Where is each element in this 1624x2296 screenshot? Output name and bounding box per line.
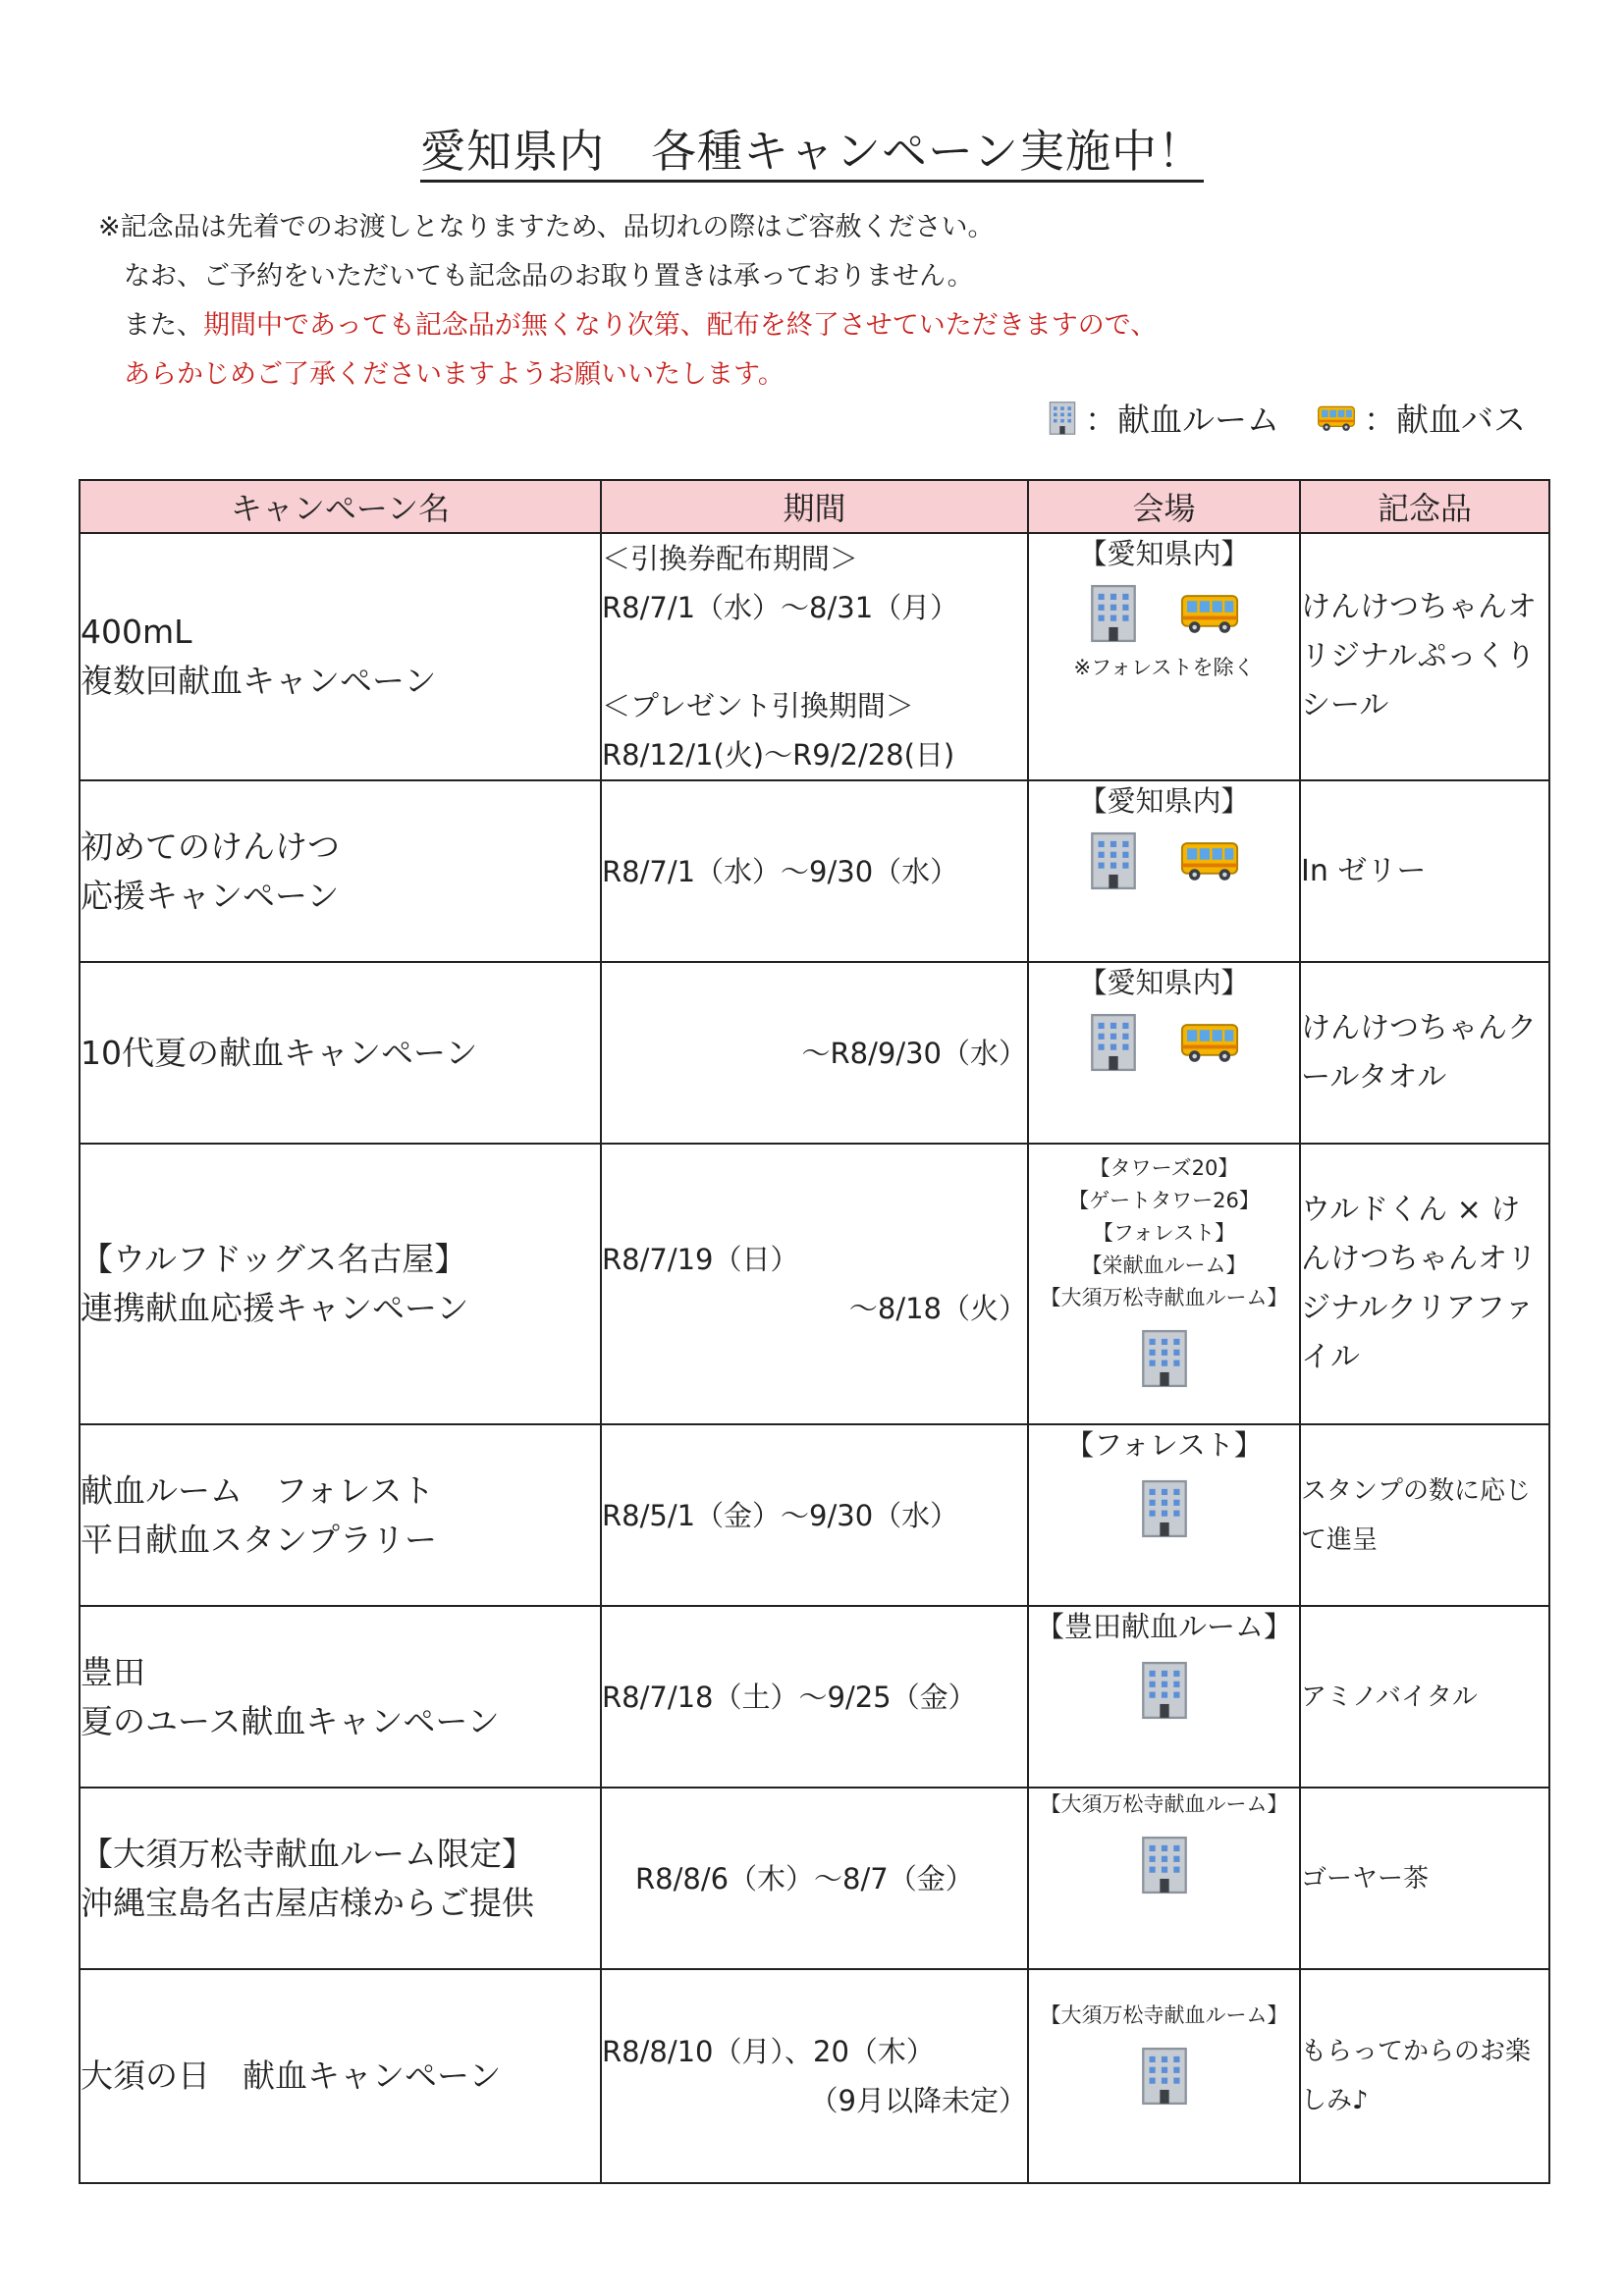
period-line: R8/8/6（木）～8/7（金） xyxy=(635,1861,974,1896)
header-campaign-name: キャンペーン名 xyxy=(80,480,601,533)
bus-icon xyxy=(1179,591,1240,636)
period-spacer xyxy=(602,632,1027,681)
venue-cell xyxy=(1028,1424,1300,1606)
notice-line-2: なお、ご予約をいただいても記念品のお取り置きは承っておりません。 xyxy=(124,261,974,292)
period-heading: ＜引換券配布期間＞ xyxy=(602,542,859,575)
venue-label: 【大須万松寺献血ルーム】 xyxy=(1040,1792,1288,1816)
header-venue: 会場 xyxy=(1028,480,1300,533)
header-period: 期間 xyxy=(601,480,1028,533)
venue-cell xyxy=(1028,1969,1300,2183)
campaign-name-line: 夏のユース献血キャンペーン xyxy=(81,1701,500,1740)
venue-label: 【愛知県内】 xyxy=(1078,966,1250,999)
venue-label: 【ゲートタワー26】 xyxy=(1068,1189,1260,1212)
table-row xyxy=(80,1969,1549,2183)
campaign-name-line: 献血ルーム フォレスト xyxy=(81,1470,435,1510)
legend-room xyxy=(1048,395,1279,441)
table-row xyxy=(80,1606,1549,1788)
venue-icons xyxy=(1029,1821,1299,1901)
campaign-name-cell xyxy=(80,1424,601,1606)
building-icon xyxy=(1048,400,1077,436)
page-title xyxy=(0,116,1624,181)
venue-label: 【愛知県内】 xyxy=(1078,784,1250,818)
venue-icons xyxy=(1029,1646,1299,1727)
campaign-name-line: 沖縄宝島名古屋店様からご提供 xyxy=(81,1883,534,1922)
period-cell xyxy=(601,533,1028,780)
period-cell xyxy=(601,1969,1028,2183)
campaign-name-cell xyxy=(80,1606,601,1788)
notice-block xyxy=(98,203,1157,400)
building-icon xyxy=(1088,583,1139,644)
venue-label: 【タワーズ20】 xyxy=(1089,1156,1239,1180)
building-icon xyxy=(1139,1835,1190,1896)
campaign-name-line: 【ウルフドッグス名古屋】 xyxy=(81,1240,467,1278)
table-row xyxy=(80,780,1549,962)
notice-line-3-prefix: また、 xyxy=(124,310,203,341)
gift-cell: ウルドくん × けんけつちゃんオリジナルクリアファイル xyxy=(1300,1144,1549,1424)
gift-cell: けんけつちゃんオリジナルぷっくりシール xyxy=(1300,533,1549,780)
venue-label: 【大須万松寺献血ルーム】 xyxy=(1040,2003,1288,2027)
building-icon xyxy=(1139,2046,1190,2107)
campaign-name-line: 【大須万松寺献血ルーム限定】 xyxy=(81,1834,534,1873)
table-row xyxy=(80,962,1549,1144)
campaign-name-line: 400mL xyxy=(81,613,192,651)
period-line: R8/7/18（土）～9/25（金） xyxy=(602,1680,977,1714)
venue-icons xyxy=(1029,1314,1299,1395)
venue-label: 【大須万松寺献血ルーム】 xyxy=(1040,1286,1288,1309)
venue-label: 【フォレスト】 xyxy=(1092,1221,1236,1245)
campaign-name-line: 大須の日 献血キャンペーン xyxy=(81,2056,502,2095)
gift-cell: ゴーヤー茶 xyxy=(1300,1788,1549,1969)
campaign-table xyxy=(79,479,1550,2184)
notice-line-4-warning: あらかじめご了承くださいますようお願いいたします。 xyxy=(124,359,785,390)
table-row xyxy=(80,533,1549,780)
period-cell xyxy=(601,962,1028,1144)
header-gift: 記念品 xyxy=(1300,480,1549,533)
building-icon xyxy=(1088,830,1139,891)
period-heading: ＜プレゼント引換期間＞ xyxy=(602,689,914,722)
period-cell xyxy=(601,1788,1028,1969)
campaign-name-line: 平日献血スタンプラリー xyxy=(81,1520,437,1559)
period-line: R8/8/10（月）、20（木） xyxy=(602,2035,935,2068)
venue-cell xyxy=(1028,1788,1300,1969)
venue-note: ※フォレストを除く xyxy=(1073,656,1255,679)
gift-cell: アミノバイタル xyxy=(1300,1606,1549,1788)
building-icon xyxy=(1139,1328,1190,1389)
campaign-name-line: 初めてのけんけつ xyxy=(81,827,340,866)
table-header-row xyxy=(80,480,1549,533)
building-icon xyxy=(1139,1478,1190,1539)
period-cell xyxy=(601,1144,1028,1424)
legend-bus xyxy=(1317,395,1526,441)
bus-icon xyxy=(1317,403,1356,433)
venue-label: 【フォレスト】 xyxy=(1065,1428,1263,1462)
gift-cell: もらってからのお楽しみ♪ xyxy=(1300,1969,1549,2183)
venue-cell xyxy=(1028,780,1300,962)
building-icon xyxy=(1139,1660,1190,1721)
notice-line-3-warning: 期間中であっても記念品が無くなり次第、配布を終了させていただきますので、 xyxy=(203,310,1158,341)
period-line: R8/12/1(火)～R9/2/28(日) xyxy=(602,738,955,772)
campaign-name-cell xyxy=(80,962,601,1144)
period-line: R8/7/1（水）～9/30（水） xyxy=(602,854,959,888)
venue-cell xyxy=(1028,1144,1300,1424)
gift-cell: けんけつちゃんクールタオル xyxy=(1300,962,1549,1144)
campaign-name-cell xyxy=(80,1788,601,1969)
campaign-name-cell xyxy=(80,1969,601,2183)
legend-room-label: ：献血ルーム xyxy=(1085,400,1279,439)
campaign-name-line: 10代夏の献血キャンペーン xyxy=(81,1033,478,1072)
bus-icon xyxy=(1179,838,1240,883)
venue-label: 【愛知県内】 xyxy=(1078,537,1250,570)
period-cell xyxy=(601,1606,1028,1788)
venue-label: 【栄献血ルーム】 xyxy=(1081,1254,1247,1277)
period-line: ～R8/9/30（水） xyxy=(801,1036,1027,1070)
bus-icon xyxy=(1179,1020,1240,1065)
venue-label: 【豊田献血ルーム】 xyxy=(1035,1610,1292,1643)
campaign-name-line: 複数回献血キャンペーン xyxy=(81,662,437,700)
period-cell xyxy=(601,1424,1028,1606)
notice-line-3 xyxy=(98,301,1157,350)
campaign-name-line: 連携献血応援キャンペーン xyxy=(81,1289,469,1327)
period-line: ～8/18（火） xyxy=(848,1292,1027,1325)
legend-bus-label: ：献血バス xyxy=(1364,400,1526,439)
campaign-name-line: 応援キャンペーン xyxy=(81,876,340,915)
icon-legend xyxy=(1048,395,1526,441)
campaign-name-line: 豊田 xyxy=(81,1652,145,1691)
page-title-text: 愛知県内 各種キャンペーン実施中！ xyxy=(420,125,1204,183)
table-row xyxy=(80,1424,1549,1606)
notice-line-1: ※記念品は先着でのお渡しとなりますため、品切れの際はご容赦ください。 xyxy=(98,212,995,242)
period-line: R8/7/1（水）～8/31（月） xyxy=(602,591,959,624)
gift-cell: スタンプの数に応じて進呈 xyxy=(1300,1424,1549,1606)
table-row xyxy=(80,1788,1549,1969)
venue-icons xyxy=(1029,1002,1299,1079)
building-icon xyxy=(1088,1012,1139,1073)
period-line: （9月以降未定） xyxy=(809,2084,1027,2117)
venue-cell xyxy=(1028,962,1300,1144)
campaign-name-cell xyxy=(80,533,601,780)
venue-icons xyxy=(1029,821,1299,897)
campaign-name-cell xyxy=(80,1144,601,1424)
venue-icons xyxy=(1029,573,1299,650)
venue-cell xyxy=(1028,1606,1300,1788)
gift-cell: In ゼリー xyxy=(1300,780,1549,962)
period-line: R8/7/19（日） xyxy=(602,1243,799,1276)
table-row xyxy=(80,1144,1549,1424)
period-line: R8/5/1（金）～9/30（水） xyxy=(602,1498,959,1532)
venue-icons xyxy=(1029,1465,1299,1545)
venue-icons xyxy=(1029,2032,1299,2112)
venue-cell xyxy=(1028,533,1300,780)
campaign-name-cell xyxy=(80,780,601,962)
period-cell xyxy=(601,780,1028,962)
